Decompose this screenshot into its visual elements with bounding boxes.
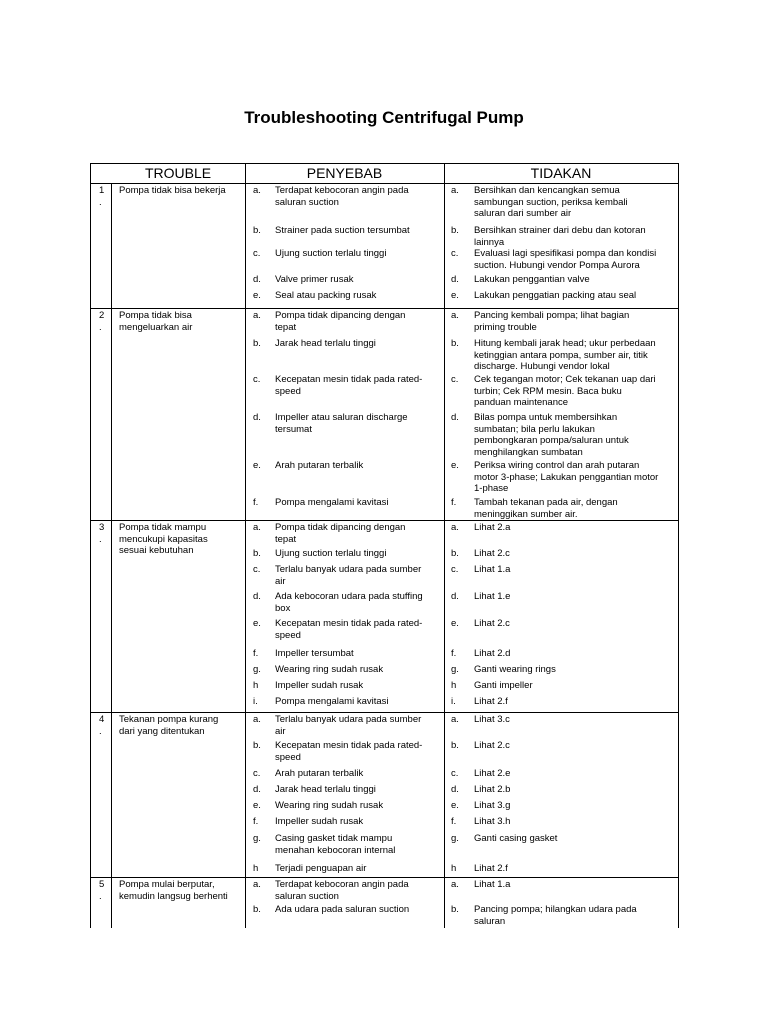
trouble-text: mencukupi kapasitas	[119, 533, 208, 545]
cause-text: Pompa mengalami kavitasi	[275, 497, 389, 508]
cause-letter: e.	[253, 618, 261, 629]
cause-text: Jarak head terlalu tinggi	[275, 338, 376, 349]
cause-text: Kecepatan mesin tidak pada rated-	[275, 374, 423, 385]
solution-letter: b.	[451, 225, 459, 236]
solution-text: Lihat 3.h	[474, 816, 511, 827]
cause-text: Arah putaran terbalik	[275, 768, 364, 779]
solution-text: Evaluasi lagi spesifikasi pompa dan kondisi	[474, 248, 657, 259]
group-divider	[91, 520, 678, 521]
solution-letter: e.	[451, 460, 459, 471]
header-tidakan: TIDAKAN	[530, 165, 592, 181]
cause-text: air	[275, 725, 286, 737]
solution-text: Lihat 3.g	[474, 800, 511, 811]
solution-letter: i.	[451, 696, 456, 707]
solution-text: Lihat 2.a	[474, 522, 511, 533]
cause-letter: a.	[253, 522, 261, 533]
cause-text: Wearing ring sudah rusak	[275, 800, 384, 811]
header-trouble: TROUBLE	[144, 165, 212, 181]
solution-letter: c.	[451, 768, 459, 779]
solution-letter: c.	[451, 248, 459, 259]
solution-text: panduan maintenance	[474, 397, 569, 408]
solution-text: Lihat 2.c	[474, 618, 510, 629]
solution-text: sambungan suction, periksa kembali	[474, 196, 628, 208]
cause-text: Casing gasket tidak mampu	[275, 833, 393, 844]
cause-letter: f.	[253, 816, 259, 827]
cause-letter: e.	[253, 290, 261, 301]
troubleshooting-table	[90, 163, 679, 928]
cause-text: Wearing ring sudah rusak	[275, 664, 384, 675]
group-number: 3	[99, 522, 105, 533]
group-number-dot: .	[99, 725, 102, 737]
solution-text: ketinggian antara pompa, sumber air, titik	[474, 349, 648, 361]
solution-text: Lihat 2.c	[474, 548, 510, 559]
cause-text: tepat	[275, 533, 297, 545]
cause-letter: f.	[253, 648, 259, 659]
solution-text: Lihat 2.f	[474, 863, 508, 874]
group-divider	[91, 877, 678, 878]
cause-letter: c.	[253, 248, 261, 259]
cause-text: Pompa tidak dipancing dengan	[275, 522, 406, 533]
solution-letter: a.	[451, 185, 459, 196]
cause-text: Pompa mengalami kavitasi	[275, 696, 389, 707]
solution-text: Periksa wiring control dan arah putaran	[474, 460, 640, 471]
solution-text: sumbatan; bila perlu lakukan	[474, 423, 595, 435]
cause-letter: a.	[253, 879, 261, 890]
group-number-dot: .	[99, 196, 102, 208]
solution-letter: d.	[451, 784, 459, 795]
cause-text: Impeller sudah rusak	[275, 816, 364, 827]
group-number: 2	[99, 310, 105, 321]
solution-letter: g.	[451, 833, 459, 844]
cause-text: saluran suction	[275, 196, 339, 208]
cause-letter: d.	[253, 591, 261, 602]
cause-text: Impeller atau saluran discharge	[275, 412, 408, 423]
trouble-text: Pompa mulai berputar,	[119, 879, 215, 890]
solution-text: Lihat 3.c	[474, 714, 510, 725]
solution-text: Tambah tekanan pada air, dengan	[474, 497, 618, 508]
solution-text: lainnya	[474, 236, 505, 248]
cause-text: Terlalu banyak udara pada sumber	[275, 564, 422, 575]
cause-letter: e.	[253, 460, 261, 471]
trouble-text: Pompa tidak bisa bekerja	[119, 185, 226, 196]
solution-text: Lihat 2.b	[474, 784, 511, 795]
solution-letter: a.	[451, 310, 459, 321]
group-number-dot: .	[99, 321, 102, 333]
solution-text: motor 3-phase; Lakukan penggantian motor	[474, 471, 659, 483]
cause-letter: d.	[253, 274, 261, 285]
group-number-dot: .	[99, 890, 102, 902]
cause-text: Strainer pada suction tersumbat	[275, 225, 410, 236]
solution-text: Lakukan penggatian packing atau seal	[474, 290, 637, 301]
divider-penyebab-column	[444, 164, 445, 928]
cause-text: tersumat	[275, 423, 312, 435]
solution-text: Pancing pompa; hilangkan udara pada	[474, 904, 637, 915]
cause-text: Terlalu banyak udara pada sumber	[275, 714, 422, 725]
solution-text: Lihat 2.e	[474, 768, 511, 779]
solution-text: menghilangkan sumbatan	[474, 446, 583, 458]
cause-letter: g.	[253, 833, 261, 844]
cause-text: box	[275, 602, 291, 614]
solution-text: saluran	[474, 915, 506, 927]
solution-text: Lihat 2.c	[474, 740, 510, 751]
solution-letter: b.	[451, 904, 459, 915]
solution-letter: a.	[451, 879, 459, 890]
solution-letter: f.	[451, 497, 457, 508]
cause-text: Ujung suction terlalu tinggi	[275, 548, 387, 559]
solution-text: Cek tegangan motor; Cek tekanan uap dari	[474, 374, 656, 385]
cause-text: menahan kebocoran internal	[275, 844, 396, 856]
solution-letter: c.	[451, 564, 459, 575]
cause-text: Kecepatan mesin tidak pada rated-	[275, 618, 423, 629]
cause-text: Impeller sudah rusak	[275, 680, 364, 691]
solution-text: meninggikan sumber air.	[474, 508, 578, 520]
cause-text: Seal atau packing rusak	[275, 290, 377, 301]
solution-letter: f.	[451, 648, 457, 659]
cause-text: Jarak head terlalu tinggi	[275, 784, 376, 795]
solution-text: Pancing kembali pompa; lihat bagian	[474, 310, 630, 321]
cause-letter: b.	[253, 225, 261, 236]
solution-letter: e.	[451, 290, 459, 301]
cause-text: speed	[275, 751, 301, 763]
cause-letter: e.	[253, 800, 261, 811]
cause-letter: b.	[253, 338, 261, 349]
divider-trouble-column	[245, 164, 246, 928]
cause-letter: h	[253, 863, 259, 874]
group-divider	[91, 308, 678, 309]
solution-letter: d.	[451, 412, 459, 423]
solution-text: saluran dari sumber air	[474, 208, 572, 219]
cause-letter: a.	[253, 185, 261, 196]
trouble-text: sesuai kebutuhan	[119, 545, 194, 556]
solution-text: Lihat 1.a	[474, 564, 511, 575]
solution-text: discharge. Hubungi vendor lokal	[474, 361, 610, 372]
cause-letter: h	[253, 680, 259, 691]
solution-letter: b.	[451, 548, 459, 559]
cause-text: Impeller tersumbat	[275, 648, 354, 659]
solution-text: turbin; Cek RPM mesin. Baca buku	[474, 385, 622, 397]
cause-letter: a.	[253, 714, 261, 725]
solution-text: Bilas pompa untuk membersihkan	[474, 412, 618, 423]
cause-text: Terjadi penguapan air	[275, 863, 367, 874]
cause-text: Pompa tidak dipancing dengan	[275, 310, 406, 321]
solution-text: Lihat 1.e	[474, 591, 511, 602]
solution-letter: h	[451, 680, 457, 691]
cause-letter: c.	[253, 564, 261, 575]
trouble-text: mengeluarkan air	[119, 321, 193, 333]
solution-text: Ganti wearing rings	[474, 664, 556, 675]
group-number: 1	[99, 185, 105, 196]
solution-letter: f.	[451, 816, 457, 827]
solution-text: 1-phase	[474, 483, 509, 494]
solution-letter: e.	[451, 618, 459, 629]
cause-text: Arah putaran terbalik	[275, 460, 364, 471]
cause-text: Valve primer rusak	[275, 274, 354, 285]
cause-text: saluran suction	[275, 890, 339, 902]
group-divider	[91, 712, 678, 713]
solution-text: Ganti impeller	[474, 680, 533, 691]
cause-letter: b.	[253, 904, 261, 915]
page-title: Troubleshooting Centrifugal Pump	[244, 108, 524, 127]
cause-text: Kecepatan mesin tidak pada rated-	[275, 740, 423, 751]
header-penyebab: PENYEBAB	[306, 165, 383, 181]
trouble-text: Pompa tidak bisa	[119, 310, 192, 321]
solution-letter: a.	[451, 522, 459, 533]
solution-letter: h	[451, 863, 457, 874]
solution-text: Bersihkan strainer dari debu dan kotoran	[474, 225, 646, 236]
solution-letter: a.	[451, 714, 459, 725]
trouble-text: dari yang ditentukan	[119, 725, 205, 737]
solution-text: Hitung kembali jarak head; ukur perbedaan	[474, 338, 656, 349]
cause-text: tepat	[275, 321, 297, 333]
solution-text: Lihat 2.f	[474, 696, 508, 707]
cause-letter: b.	[253, 740, 261, 751]
cause-letter: c.	[253, 768, 261, 779]
group-number: 4	[99, 714, 105, 725]
cause-text: Ada kebocoran udara pada stuffing	[275, 591, 423, 602]
cause-text: air	[275, 575, 286, 587]
trouble-text: kemudin langsug berhenti	[119, 890, 228, 902]
cause-text: Terdapat kebocoran angin pada	[275, 879, 409, 890]
solution-letter: b.	[451, 338, 459, 349]
solution-letter: d.	[451, 591, 459, 602]
cause-text: Ujung suction terlalu tinggi	[275, 248, 387, 259]
cause-letter: d.	[253, 784, 261, 795]
divider-number-column	[111, 183, 112, 928]
cause-letter: c.	[253, 374, 261, 385]
cause-text: speed	[275, 629, 301, 641]
solution-text: suction. Hubungi vendor Pompa Aurora	[474, 259, 640, 271]
cause-letter: d.	[253, 412, 261, 423]
solution-letter: c.	[451, 374, 459, 385]
cause-letter: b.	[253, 548, 261, 559]
solution-text: Bersihkan dan kencangkan semua	[474, 185, 620, 196]
trouble-text: Tekanan pompa kurang	[119, 714, 219, 725]
header-divider	[91, 183, 678, 184]
solution-letter: d.	[451, 274, 459, 285]
solution-text: Lihat 1.a	[474, 879, 511, 890]
solution-text: priming trouble	[474, 321, 537, 333]
solution-letter: g.	[451, 664, 459, 675]
cause-letter: i.	[253, 696, 258, 707]
group-number-dot: .	[99, 533, 102, 545]
trouble-text: Pompa tidak mampu	[119, 522, 207, 533]
cause-text: Terdapat kebocoran angin pada	[275, 185, 409, 196]
solution-letter: e.	[451, 800, 459, 811]
solution-text: Lakukan penggantian valve	[474, 274, 590, 285]
cause-letter: g.	[253, 664, 261, 675]
cause-text: Ada udara pada saluran suction	[275, 904, 410, 915]
cause-letter: f.	[253, 497, 259, 508]
solution-letter: b.	[451, 740, 459, 751]
cause-letter: a.	[253, 310, 261, 321]
solution-text: Lihat 2.d	[474, 648, 511, 659]
solution-text: Ganti casing gasket	[474, 833, 558, 844]
solution-text: pembongkaran pompa/saluran untuk	[474, 435, 629, 446]
group-number: 5	[99, 879, 105, 890]
cause-text: speed	[275, 385, 301, 397]
